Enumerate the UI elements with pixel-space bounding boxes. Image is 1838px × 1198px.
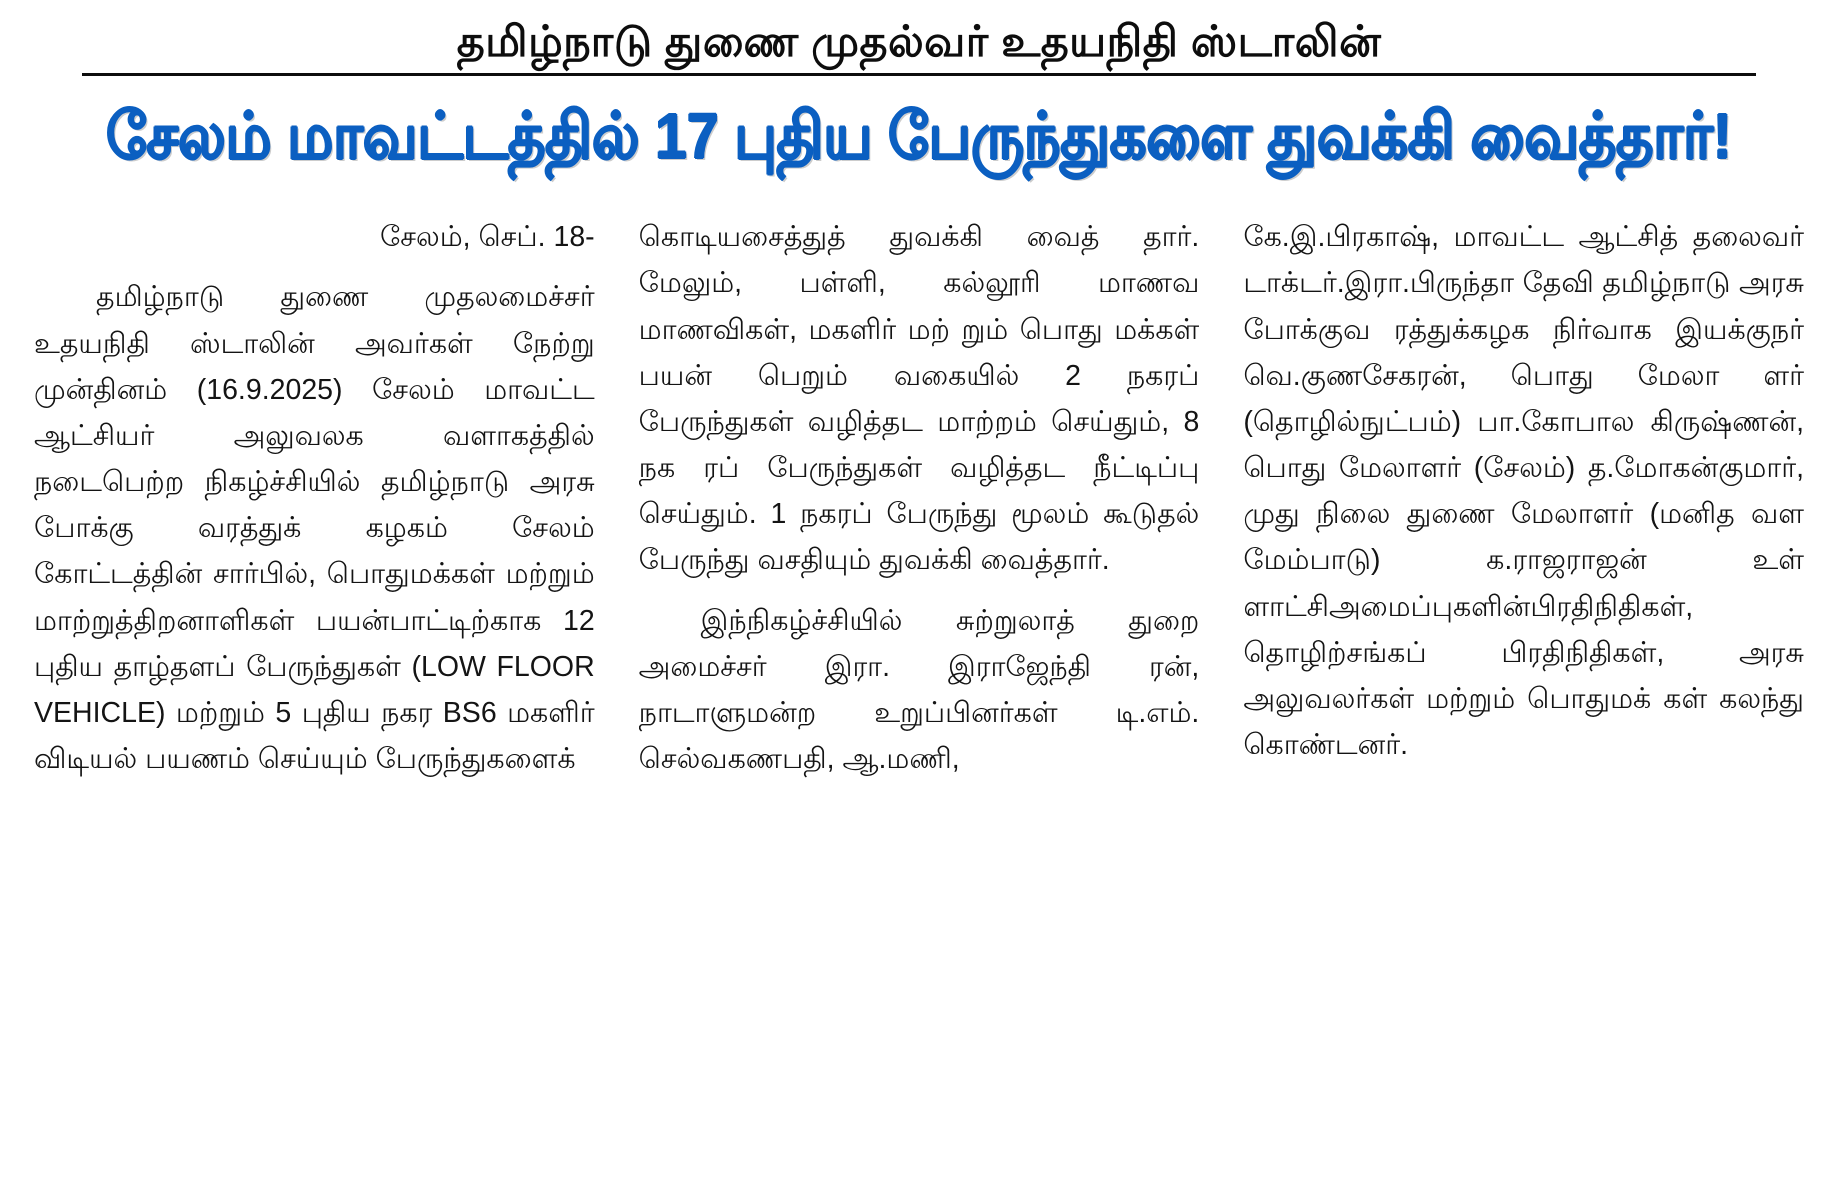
- article-kicker: தமிழ்நாடு துணை முதல்வர் உதயநிதி ஸ்டாலின்: [82, 18, 1756, 76]
- article-paragraph: இந்நிகழ்ச்சியில் சுற்றுலாத் துறை அமைச்சர் இரா. இராஜேந்தி ரன், நாடாளுமன்ற உறுப்பினர்கள் டி.எம். செல்வகணபதி, ஆ.மணி,: [638, 604, 1200, 775]
- article-column-1: [34, 214, 595, 1094]
- article-paragraph: கொடியசைத்துத் துவக்கி வைத் தார். மேலும், பள்ளி, கல்லூரி மாணவ மாணவிகள், மகளிர் மற் றும் பொது மக்கள் பயன் பெறும் வகையில் 2 நகரப் பேருந்துகள் வழித்தட மாற்றம் செய்தும், 8 நக ரப் பேருந்துகள் வழித்தட நீட்டிப்பு செய்தும். 1 நகரப் பேருந்து மூலம் கூடுதல் பேருந்து வசதியும் துவக்கி வைத்தார்.: [638, 221, 1200, 577]
- article-column-2: [639, 214, 1200, 1094]
- article-dateline: சேலம், செப். 18-: [380, 221, 595, 254]
- article-headline: சேலம் மாவட்டத்தில் 17 புதிய பேருந்துகளை துவக்கி வைத்தார்!: [106, 101, 1732, 173]
- article-paragraph: தமிழ்நாடு துணை முதலமைச்சர் உதயநிதி ஸ்டாலின் அவர்கள் நேற்று முன்தினம் (16.9.2025) சேலம் மாவட்ட ஆட்சியர் அலுவலக வளாகத்தில் நடைபெற்ற நிகழ்ச்சியில் தமிழ்நாடு அரசு போக்கு வரத்துக் கழகம் சேலம் கோட்டத்தின் சார்பில், பொதுமக்கள் மற்றும் மாற்றுத்திறனாளிகள் பயன்பாட்டிற்காக 12 புதிய தாழ்தளப் பேருந்துகள் (LOW FLOOR VEHICLE) மற்றும் 5 புதிய நகர BS6 மகளிர் விடியல் பயணம் செய்யும் பேருந்துகளைக்: [34, 281, 595, 775]
- article-paragraph: கே.இ.பிரகாஷ், மாவட்ட ஆட்சித் தலைவர் டாக்டர்.இரா.பிருந்தா தேவி தமிழ்நாடு அரசு போக்குவ ரத்துக்கழக நிர்வாக இயக்குநர் வெ.குணசேகரன், பொது மேலா ளர் (தொழில்நுட்பம்) பா.கோபால கிருஷ்ணன், பொது மேலாளர் (சேலம்) த.மோகன்குமார், முது நிலை துணை மேலாளர் (மனித வள மேம்பாடு) க.ராஜராஜன் உள் ளாட்சிஅமைப்புகளின்பிரதிநிதிகள், தொழிற்சங்கப் பிரதிநிதிகள், அரசு அலுவலர்கள் மற்றும் பொதுமக் கள் கலந்து கொண்டனர்.: [1243, 221, 1805, 761]
- article-column-3: [1243, 214, 1804, 1094]
- article-body-columns: [34, 214, 1804, 1094]
